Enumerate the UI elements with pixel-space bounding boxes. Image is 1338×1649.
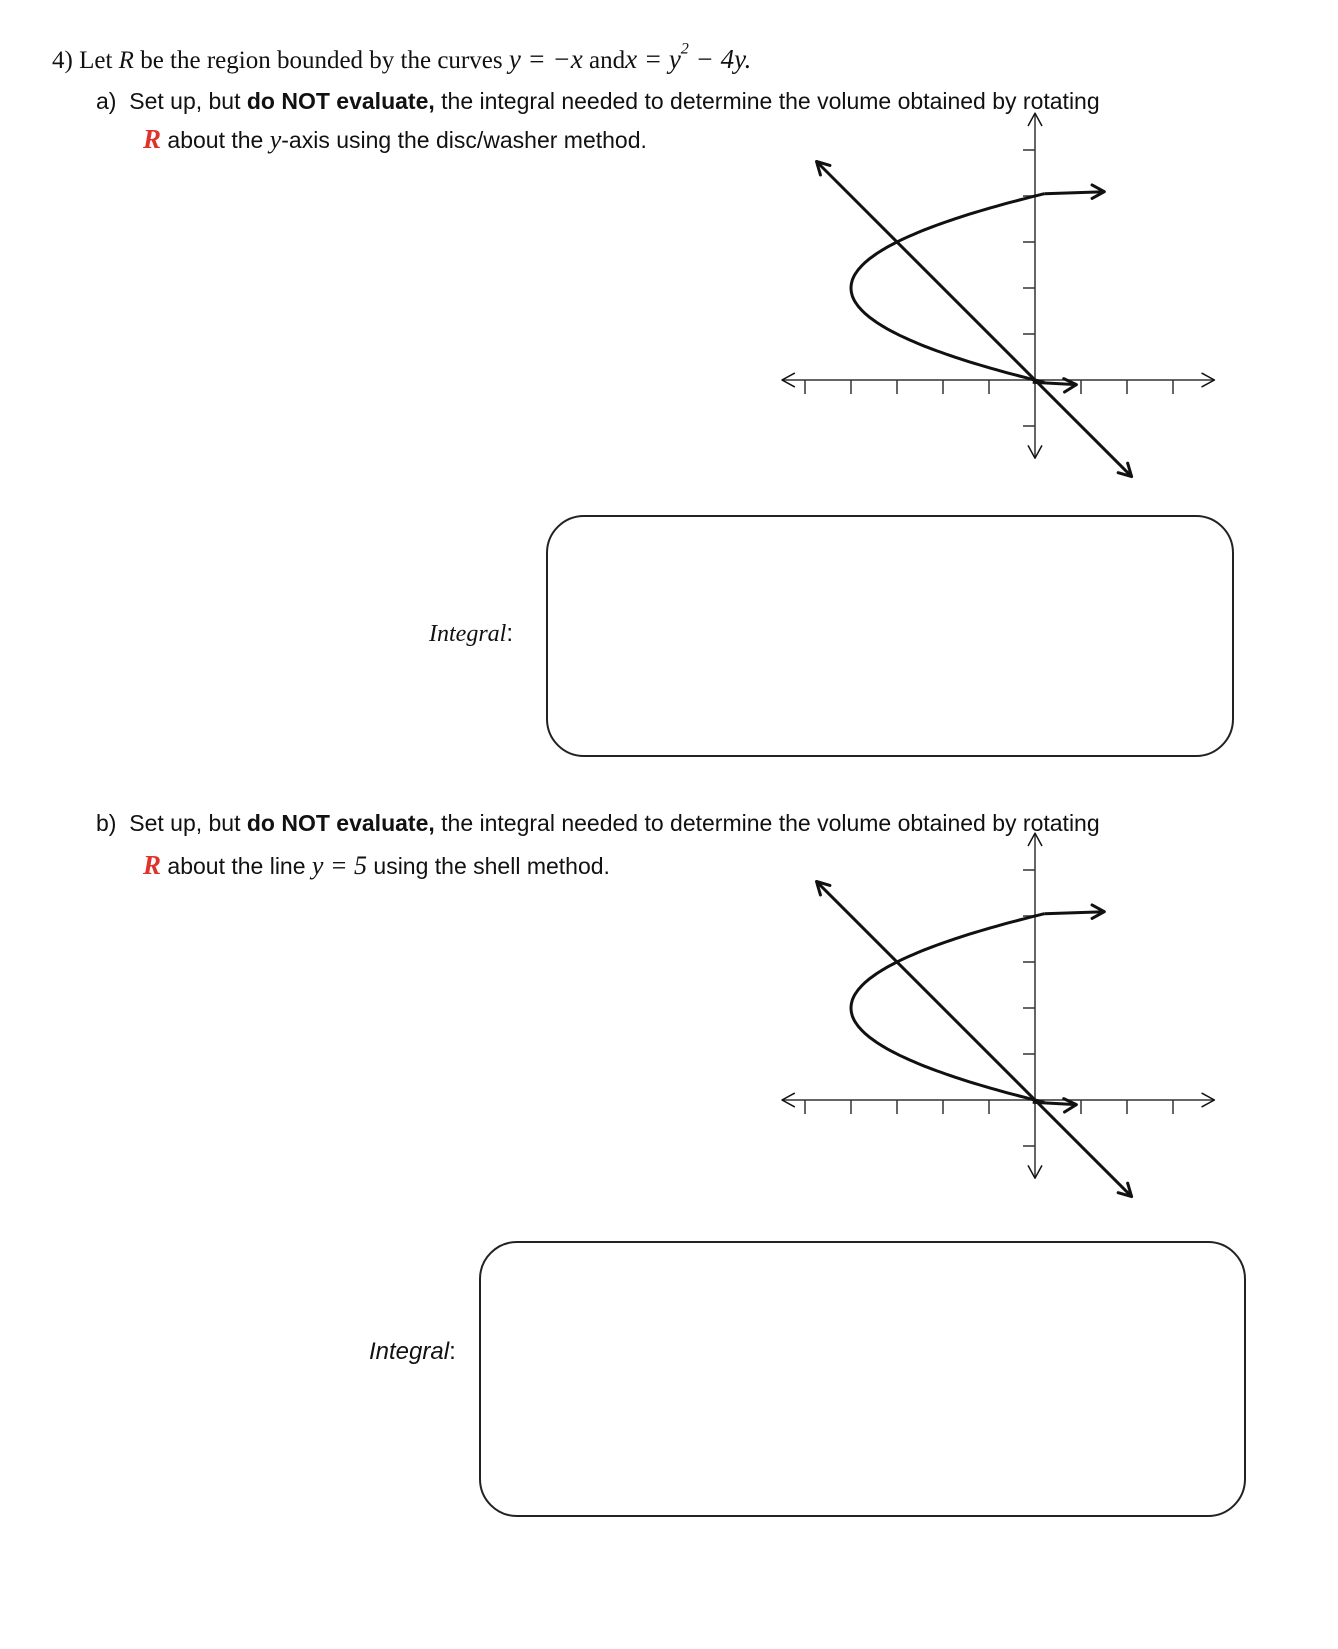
- problem-statement: [52, 39, 752, 75]
- intro-mid: be the region bounded by the curves: [140, 47, 503, 74]
- line-y-neg-x: [817, 882, 1132, 1197]
- part-b-answer-box[interactable]: [479, 1241, 1246, 1517]
- part-a-region: R: [143, 124, 162, 154]
- line-y-neg-x: [817, 162, 1132, 477]
- and-word: and: [589, 47, 626, 74]
- part-b-text-pre: Set up, but: [129, 810, 241, 836]
- problem-number: 4): [52, 47, 73, 74]
- part-a-line2: [143, 124, 647, 155]
- part-b-text-post: the integral needed to determine the volume obtained by rotating: [441, 810, 1100, 836]
- part-b-line2-post: using the shell method.: [373, 853, 610, 879]
- part-a-answer-box[interactable]: [546, 515, 1234, 757]
- part-b-line2: [143, 850, 610, 881]
- part-a-text-pre: Set up, but: [129, 88, 241, 114]
- part-a-line2-post: -axis using the disc/washer method.: [281, 127, 647, 153]
- part-b-region: R: [143, 850, 162, 880]
- part-a-integral-word: Integral: [429, 621, 507, 647]
- part-a-line2-pre: about the: [167, 127, 264, 153]
- curve-parabola-equation: [625, 39, 752, 74]
- parabola-curve: [851, 914, 1044, 1103]
- parabola-exponent: 2: [680, 39, 689, 58]
- graph-part-a: [800, 125, 1280, 525]
- part-a-integral-label: [429, 620, 513, 648]
- parabola-curve: [851, 194, 1044, 383]
- graph-part-b: [800, 845, 1280, 1245]
- parabola-tail: − 4y.: [688, 44, 752, 74]
- part-a-axis-var: y: [269, 125, 282, 154]
- part-b-bold: do NOT evaluate,: [246, 810, 435, 836]
- part-a-text-post: the integral needed to determine the volume obtained by rotating: [441, 88, 1100, 114]
- part-a-label: a): [96, 88, 117, 114]
- parabola-upper-tail: [1044, 192, 1104, 194]
- part-b-integral-word: Integral: [369, 1338, 450, 1365]
- parabola-upper-tail: [1044, 912, 1104, 914]
- part-b-label: b): [96, 810, 117, 836]
- region-symbol: R: [118, 47, 134, 74]
- part-b-integral-label: [369, 1338, 456, 1366]
- part-b-line1: [96, 810, 1100, 837]
- intro-pre: Let: [79, 47, 113, 74]
- part-b-integral-colon: :: [449, 1338, 456, 1365]
- part-b-line-equation: y = 5: [311, 851, 368, 880]
- curve-line-equation: y = −x: [508, 44, 583, 74]
- part-a-integral-colon: :: [506, 620, 513, 647]
- part-a-bold: do NOT evaluate,: [246, 88, 435, 114]
- parabola-base: x = y: [625, 44, 681, 74]
- part-a-line1: [96, 88, 1100, 115]
- part-b-line2-pre: about the line: [167, 853, 306, 879]
